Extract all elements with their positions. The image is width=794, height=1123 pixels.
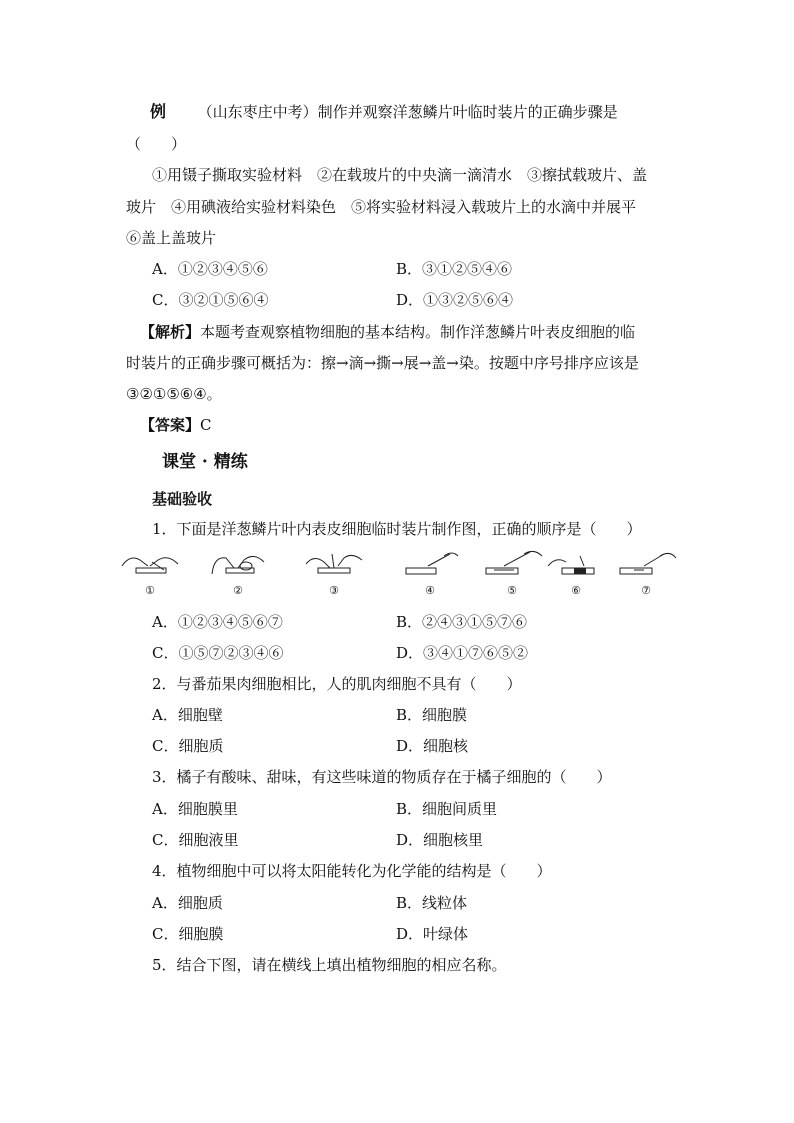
figure-label-7: ⑦: [641, 584, 651, 597]
example-steps-line1: ①用镊子撕取实验材料 ②在载玻片的中央滴一滴清水 ③擦拭载玻片、盖: [152, 166, 648, 184]
option-letter: A．: [152, 894, 178, 912]
slide-with-tweezers-icon: [398, 546, 462, 584]
option-letter: A．: [152, 800, 178, 818]
option-text: 线粒体: [422, 894, 468, 912]
q4-option-d: [396, 924, 468, 944]
option-letter: A．: [152, 613, 178, 631]
option-letter: B．: [396, 260, 423, 278]
slide-preparation-figure: [118, 546, 678, 598]
option-text: ③①②⑤④⑥: [422, 260, 513, 278]
q3-option-c: [152, 830, 239, 850]
option-text: 细胞核里: [423, 831, 484, 849]
example-paren: （ ）: [126, 135, 187, 153]
example-analysis-line3: ③②①⑤⑥④。: [126, 385, 222, 403]
figure-label-6: ⑥: [571, 584, 581, 597]
figure-step-7: [614, 546, 678, 598]
q1-option-d: [396, 643, 528, 663]
example-steps-line3: ⑥盖上盖玻片: [126, 229, 217, 247]
q2-option-b: [396, 705, 467, 725]
option-letter: D．: [396, 831, 424, 849]
example-title-line: [150, 102, 618, 122]
example-option-a: [152, 259, 268, 279]
hands-dropper-icon: [302, 546, 366, 584]
option-letter: D．: [396, 291, 424, 309]
option-letter: B．: [396, 800, 423, 818]
option-text: 叶绿体: [423, 925, 469, 943]
figure-label-4: ④: [425, 584, 435, 597]
option-letter: B．: [396, 706, 423, 724]
q4-option-b: [396, 893, 467, 913]
section-title: 课堂 · 精练: [162, 452, 248, 472]
figure-step-1: [118, 546, 182, 598]
q2-option-a: [152, 705, 223, 725]
example-label: 例: [150, 102, 167, 121]
option-text: 细胞质: [177, 894, 223, 912]
example-question-text: （山东枣庄中考）制作并观察洋葱鳞片叶临时装片的正确步骤是: [197, 103, 618, 121]
option-text: 细胞液里: [178, 831, 239, 849]
question-2-stem: 2．与番茄果肉细胞相比，人的肌肉细胞不具有（ ）: [152, 675, 522, 693]
cover-slip-placing-icon: [480, 546, 544, 584]
example-option-b: [396, 259, 512, 279]
option-text: 细胞膜里: [177, 800, 238, 818]
option-text: 细胞间质里: [422, 800, 498, 818]
option-letter: C．: [152, 737, 179, 755]
option-text: ①②③④⑤⑥⑦: [177, 613, 283, 631]
answer-value: C: [200, 416, 212, 434]
option-text: 细胞膜: [178, 925, 224, 943]
question-4-stem: 4．植物细胞中可以将太阳能转化为化学能的结构是（ ）: [152, 862, 552, 880]
staining-slide-icon: [544, 546, 608, 584]
example-steps-line2: 玻片 ④用碘液给实验材料染色 ⑤将实验材料浸入载玻片上的水滴中并展平: [126, 198, 637, 216]
figure-step-4: [398, 546, 462, 598]
figure-step-2: [206, 546, 270, 598]
figure-step-5: [480, 546, 544, 598]
q2-option-c: [152, 736, 224, 756]
option-text: ①⑤⑦②③④⑥: [178, 644, 284, 662]
slide-dropper-icon: [614, 546, 678, 584]
option-letter: C．: [152, 291, 179, 309]
hands-tweezers-icon: [118, 546, 182, 584]
q3-option-a: [152, 799, 238, 819]
figure-label-5: ⑤: [507, 584, 517, 597]
q1-option-a: [152, 612, 283, 632]
example-analysis-line1: [140, 322, 635, 342]
question-1-stem: 1．下面是洋葱鳞片叶内表皮细胞临时装片制作图，正确的顺序是（ ）: [152, 520, 642, 538]
figure-step-6: [544, 546, 608, 598]
option-letter: D．: [396, 925, 424, 943]
option-text: 细胞壁: [177, 706, 223, 724]
option-text: ②④③①⑤⑦⑥: [422, 613, 528, 631]
q2-option-d: [396, 736, 468, 756]
q1-option-b: [396, 612, 527, 632]
option-letter: D．: [396, 737, 424, 755]
figure-step-3: [302, 546, 366, 598]
option-letter: B．: [396, 894, 423, 912]
option-letter: A．: [152, 706, 178, 724]
example-option-d: [396, 290, 513, 310]
example-analysis-line2: 时装片的正确步骤可概括为：擦→滴→撕→展→盖→染。按题中序号排序应该是: [126, 354, 639, 372]
option-letter: C．: [152, 831, 179, 849]
q4-option-c: [152, 924, 224, 944]
figure-label-1: ①: [145, 584, 155, 597]
option-text: 细胞质: [178, 737, 224, 755]
hands-wiping-slide-icon: [206, 546, 270, 584]
option-text: 细胞膜: [422, 706, 468, 724]
option-text: ③④①⑦⑥⑤②: [423, 644, 529, 662]
option-text: ③②①⑤⑥④: [178, 291, 269, 309]
q4-option-a: [152, 893, 223, 913]
subsection-title: 基础验收: [152, 490, 213, 508]
figure-label-2: ②: [233, 584, 243, 597]
option-letter: D．: [396, 644, 424, 662]
option-letter: C．: [152, 644, 179, 662]
q3-option-d: [396, 830, 483, 850]
example-option-c: [152, 290, 269, 310]
option-letter: B．: [396, 613, 423, 631]
q3-option-b: [396, 799, 497, 819]
answer-label: 【答案】: [140, 416, 201, 434]
option-text: 细胞核: [423, 737, 469, 755]
question-5-stem: 5．结合下图，请在横线上填出植物细胞的相应名称。: [152, 956, 507, 974]
option-text: ①②③④⑤⑥: [177, 260, 268, 278]
analysis-label: 【解析】: [140, 323, 201, 341]
question-3-stem: 3．橘子有酸味、甜味，有这些味道的物质存在于橘子细胞的（ ）: [152, 768, 612, 786]
figure-label-3: ③: [329, 584, 339, 597]
q1-option-c: [152, 643, 284, 663]
option-text: ①③②⑤⑥④: [423, 291, 514, 309]
analysis-text: 本题考查观察植物细胞的基本结构。制作洋葱鳞片叶表皮细胞的临: [200, 323, 636, 341]
example-answer-line: [140, 415, 212, 435]
option-letter: C．: [152, 925, 179, 943]
option-letter: A．: [152, 260, 178, 278]
